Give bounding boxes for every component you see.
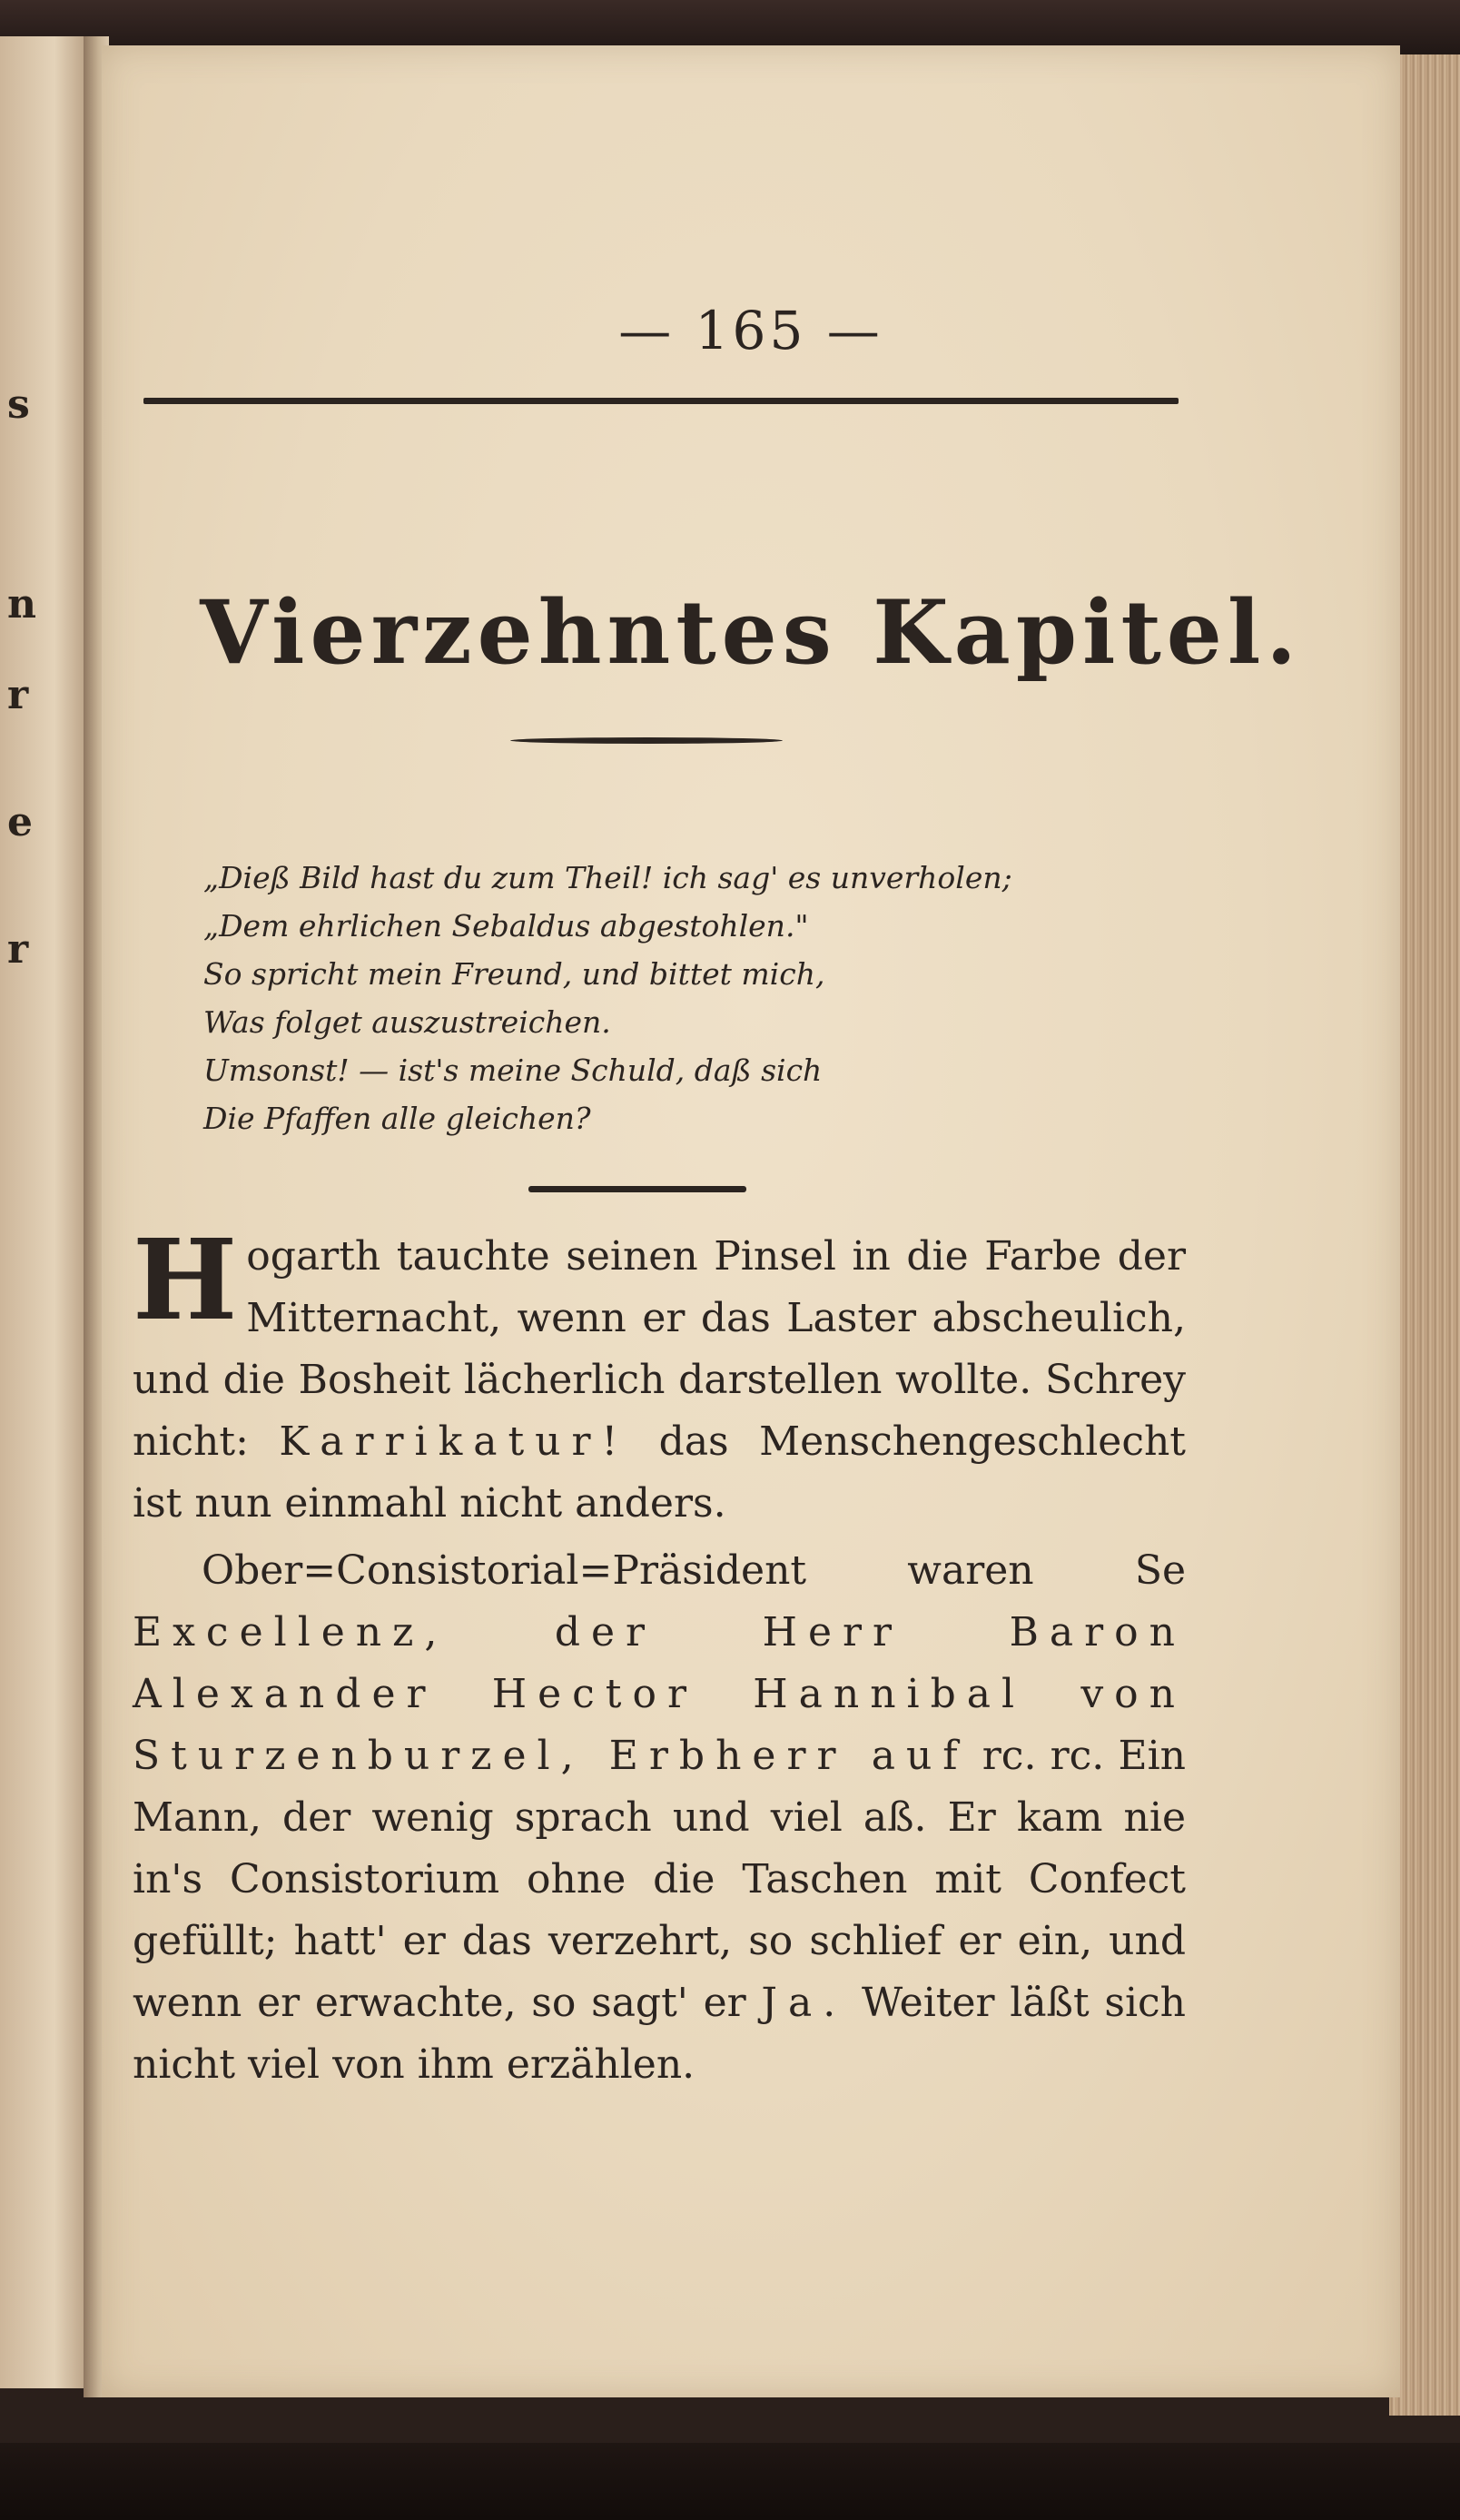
motto-line: Die Pfaffen alle gleichen? bbox=[203, 1101, 591, 1136]
motto-verse bbox=[203, 854, 1202, 1142]
motto-line: So spricht mein Freund, und bittet mich, bbox=[203, 956, 825, 992]
facing-page-fragment: s bbox=[7, 381, 30, 428]
paragraph-2: Ober=Consistorial=Präsident waren Se Excellenz, der Herr Baron Alexander Hector Hannibal von Sturzenburzel, Erbherr auf rc. rc. Ein Mann, der wenig sprach und viel aß. Er kam nie in's Consistorium ohne die Taschen mit Confect gefüllt; hatt' er das verzehrt, so schlief er ein, und wenn er erwachte, so sagt' er Ja. Weiter läßt sich nicht viel von ihm erzählen. bbox=[133, 1547, 1186, 2088]
body-text bbox=[133, 1214, 1186, 2096]
header-rule bbox=[143, 398, 1179, 404]
facing-page-strip bbox=[0, 36, 91, 2388]
book-binding-bottom bbox=[0, 2443, 1460, 2520]
facing-page-fragment: e bbox=[7, 799, 33, 845]
motto-line: Umsonst! — ist's meine Schuld, daß sich bbox=[203, 1052, 823, 1088]
title-rule bbox=[510, 737, 783, 744]
motto-rule bbox=[528, 1186, 746, 1192]
paragraph-1: Hogarth tauchte seinen Pinsel in die Farbe der Mitternacht, wenn er das Laster abscheulich, und die Bosheit lächerlich darstellen wollte. Schrey nicht: Karrikatur! das Menschengeschlecht ist nun einmahl nicht anders. bbox=[133, 1214, 1186, 1527]
page-number: — 165 — bbox=[618, 300, 883, 361]
motto-line: „Dieß Bild hast du zum Theil! ich sag' es unverholen; bbox=[203, 860, 1012, 895]
facing-page-fragment: r bbox=[7, 672, 29, 718]
drop-cap: H bbox=[133, 1214, 238, 1345]
chapter-title: Vierzehntes Kapitel. bbox=[200, 581, 1302, 684]
motto-line: „Dem ehrlichen Sebaldus abgestohlen." bbox=[203, 908, 809, 944]
motto-line: Was folget auszustreichen. bbox=[203, 1004, 611, 1040]
facing-page-fragment: r bbox=[7, 926, 29, 973]
facing-page-fragment: n bbox=[7, 581, 36, 628]
book-page bbox=[102, 45, 1400, 2397]
